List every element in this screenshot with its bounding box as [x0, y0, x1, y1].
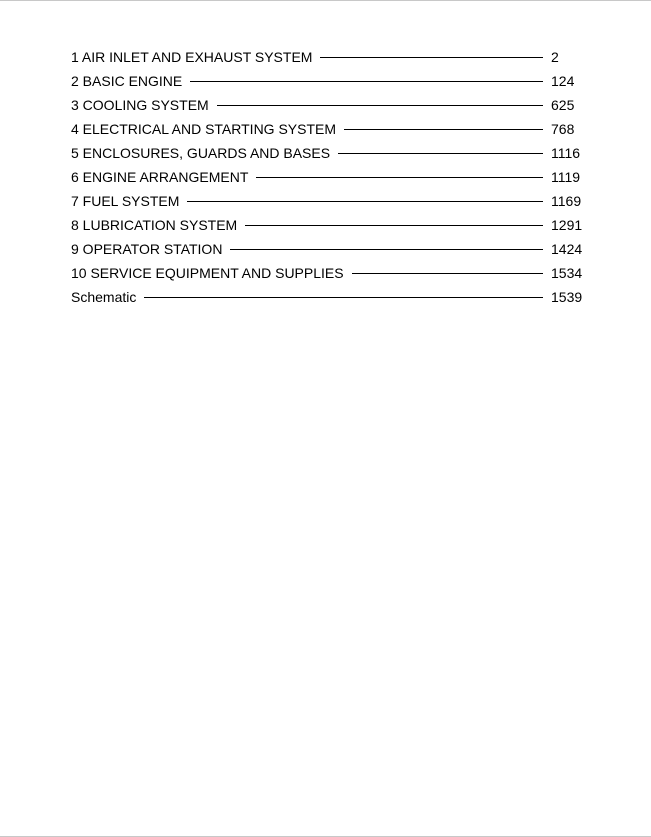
toc-entry-page: 1291	[551, 217, 583, 233]
toc-entry-page: 1119	[551, 169, 581, 185]
toc-entry-title: 6 ENGINE ARRANGEMENT	[71, 169, 249, 185]
toc-entry-title: 9 OPERATOR STATION	[71, 241, 223, 257]
toc-entry-air-inlet[interactable]	[71, 47, 583, 71]
table-of-contents	[71, 47, 583, 311]
toc-entry-fuel[interactable]	[71, 191, 583, 215]
toc-entry-page: 1534	[551, 265, 583, 281]
toc-entry-lubrication[interactable]	[71, 215, 583, 239]
toc-entry-schematic[interactable]	[71, 287, 583, 311]
toc-leader-line	[344, 129, 543, 130]
toc-entry-basic-engine[interactable]	[71, 71, 583, 95]
toc-entry-page: 1116	[551, 145, 581, 161]
toc-entry-title: Schematic	[71, 289, 137, 305]
toc-entry-title: 4 ELECTRICAL AND STARTING SYSTEM	[71, 121, 337, 137]
toc-leader-line	[217, 105, 543, 106]
toc-entry-electrical[interactable]	[71, 119, 583, 143]
toc-leader-line	[187, 201, 543, 202]
toc-entry-page: 1424	[551, 241, 583, 257]
toc-entry-title: 2 BASIC ENGINE	[71, 73, 183, 89]
toc-entry-page: 1169	[551, 193, 582, 209]
toc-leader-line	[338, 153, 543, 154]
toc-leader-line	[245, 225, 543, 226]
toc-leader-line	[230, 249, 543, 250]
toc-entry-title: 3 COOLING SYSTEM	[71, 97, 209, 113]
toc-leader-line	[256, 177, 543, 178]
toc-entry-cooling[interactable]	[71, 95, 583, 119]
toc-entry-service-equipment[interactable]	[71, 263, 583, 287]
toc-entry-page: 124	[551, 73, 575, 89]
toc-entry-title: 10 SERVICE EQUIPMENT AND SUPPLIES	[71, 265, 344, 281]
toc-entry-title: 1 AIR INLET AND EXHAUST SYSTEM	[71, 49, 313, 65]
toc-entry-title: 5 ENCLOSURES, GUARDS AND BASES	[71, 145, 331, 161]
toc-entry-page: 2	[551, 49, 559, 65]
toc-entry-enclosures[interactable]	[71, 143, 583, 167]
toc-entry-title: 8 LUBRICATION SYSTEM	[71, 217, 238, 233]
toc-leader-line	[190, 81, 543, 82]
toc-entry-engine-arrangement[interactable]	[71, 167, 583, 191]
toc-leader-line	[144, 297, 543, 298]
toc-leader-line	[352, 273, 543, 274]
toc-entry-page: 1539	[551, 289, 583, 305]
toc-entry-operator-station[interactable]	[71, 239, 583, 263]
toc-entry-page: 625	[551, 97, 575, 113]
toc-entry-page: 768	[551, 121, 575, 137]
toc-entry-title: 7 FUEL SYSTEM	[71, 193, 180, 209]
toc-leader-line	[320, 57, 543, 58]
